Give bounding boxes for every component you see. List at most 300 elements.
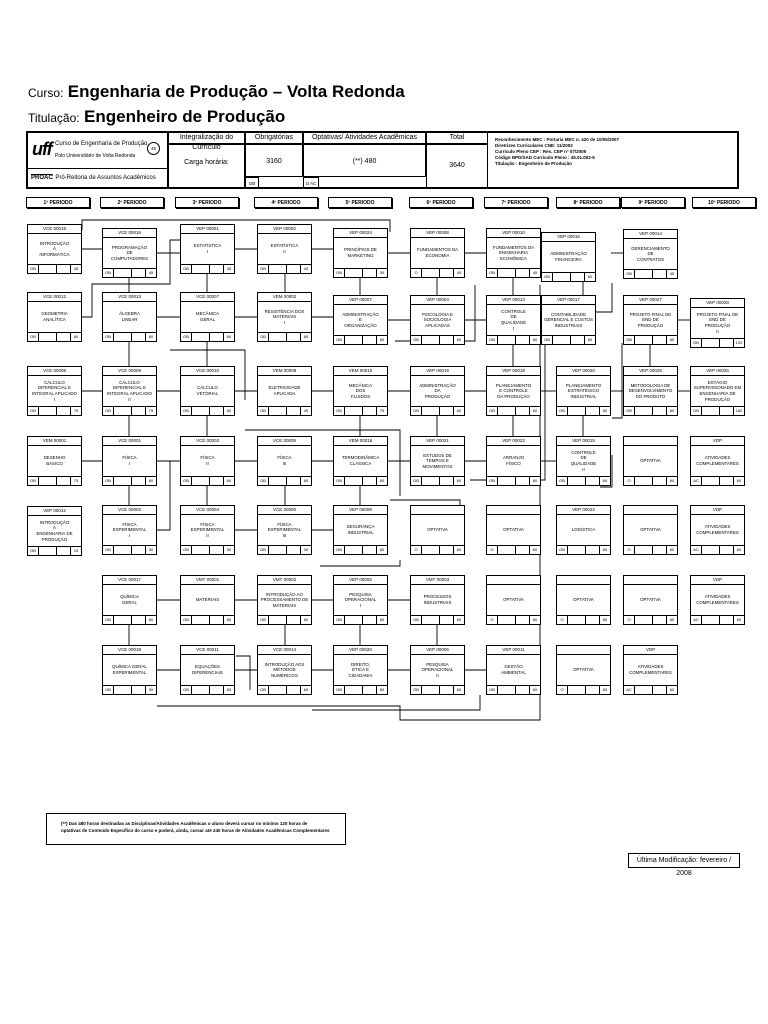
footer-divider <box>362 407 363 415</box>
course-name-line: CONTROLE <box>571 449 596 455</box>
course-name-line: E CONTROLE <box>499 388 528 394</box>
course-hours: 45 <box>453 269 464 277</box>
course-category: OB <box>557 477 568 485</box>
course-name <box>412 656 463 684</box>
course-hours: 30 <box>145 546 156 554</box>
course-footer <box>557 545 610 554</box>
course-hours: 60 <box>599 407 610 415</box>
course-hours: 60 <box>223 407 234 415</box>
course-code: VEM 00008 <box>258 367 311 376</box>
footer-divider <box>56 407 57 415</box>
course-name <box>29 447 80 475</box>
course-category: OB <box>103 269 114 277</box>
course-name-line: PRODUÇÃO <box>704 396 731 402</box>
course-footer <box>258 264 311 273</box>
course-code: VEM 00016 <box>334 437 387 446</box>
course-hours: 60 <box>599 686 610 694</box>
course-card <box>486 295 541 345</box>
course-category: O <box>624 546 635 554</box>
course-name-line: INTRODUÇÃO <box>39 240 70 246</box>
optativas-label: Optativas/ Atividades Acadêmicas <box>303 133 426 144</box>
footer-divider <box>131 686 132 694</box>
course-name-line: EQUAÇÕES <box>195 664 220 670</box>
course-footer <box>103 545 156 554</box>
course-name <box>543 243 594 271</box>
course-footer <box>624 685 677 694</box>
course-footer <box>624 269 677 278</box>
course-category: OB <box>411 477 422 485</box>
course-name <box>543 306 594 334</box>
course-name-line: OPTATIVA <box>503 597 524 603</box>
course-name <box>488 377 539 405</box>
footer-divider <box>719 407 720 415</box>
course-category: OB <box>411 616 422 624</box>
course-name-line: TEMPOS E <box>426 458 449 464</box>
course-footer <box>103 268 156 277</box>
course-name <box>625 240 676 268</box>
course-card <box>486 575 541 625</box>
course-code: VCE 00007 <box>181 293 234 302</box>
course-name-line: II <box>128 396 131 402</box>
footer-divider <box>286 265 287 273</box>
course-hours: 60 <box>666 336 677 344</box>
course-hours: 120 <box>733 339 744 347</box>
footer-divider <box>439 269 440 277</box>
footer-divider <box>585 616 586 624</box>
course-name-line: SUPERVISIONADO EM <box>693 385 742 391</box>
course-name-line: PRODUÇÃO <box>41 536 68 542</box>
course-card <box>486 505 541 555</box>
course-card <box>556 436 611 486</box>
course-code: VEP 00001 <box>181 225 234 234</box>
course-name-line: ATIVIDADES <box>704 594 731 600</box>
course-footer <box>691 338 744 347</box>
course-name-line: INTRODUÇÃO AOS <box>264 661 305 667</box>
course-hours: 60 <box>145 477 156 485</box>
course-code: VEP 00012 <box>28 507 81 516</box>
course-name-line: PRODUÇÃO <box>424 393 451 399</box>
course-name-line: INDUSTRIAL <box>347 530 374 535</box>
footer-divider <box>56 265 57 273</box>
course-name <box>182 235 233 263</box>
course-name-line: E <box>359 317 362 323</box>
course-footer <box>557 685 610 694</box>
footer-divider <box>56 477 57 485</box>
course-name <box>488 516 539 544</box>
course-category: OB <box>334 407 345 415</box>
course-footer <box>334 268 387 277</box>
course-name-line: ELETRICIDADE <box>268 385 301 391</box>
footer-divider <box>209 686 210 694</box>
course-hours: 60 <box>376 546 387 554</box>
course-name <box>182 586 233 614</box>
course-card <box>623 229 678 279</box>
course-code: VMT 00001 <box>181 576 234 585</box>
course-name-line: FUNDAMENTOS DA <box>416 247 459 253</box>
course-name <box>625 586 676 614</box>
footer-divider <box>209 477 210 485</box>
course-card <box>333 366 388 416</box>
ob-tag: OB <box>245 177 259 189</box>
course-name-line: PESQUISA <box>349 591 372 597</box>
footer-divider <box>585 477 586 485</box>
course-name-line: GERENCIAL E CUSTOS <box>544 317 593 323</box>
period-header: 9º PERIODO <box>621 197 685 208</box>
course-name-line: SOCIOLOGIA <box>423 317 452 323</box>
footer-divider <box>515 407 516 415</box>
course-category: OB <box>334 546 345 554</box>
course-name <box>29 303 80 331</box>
course-hours: 60 <box>453 686 464 694</box>
period-header: 7º PERIODO <box>484 197 548 208</box>
course-card <box>257 575 312 625</box>
course-name <box>692 309 743 337</box>
course-name-line: OPTATIVA <box>640 458 661 464</box>
prerequisite-line <box>312 695 480 710</box>
footer-divider <box>652 407 653 415</box>
course-code: VEP 00002 <box>258 225 311 234</box>
last-modified: Última Modificação: fevereiro / 2008 <box>628 853 740 868</box>
course-hours: 60 <box>223 616 234 624</box>
course-name-line: DIFERENCIAL E <box>37 385 71 391</box>
course-code <box>487 576 540 585</box>
course-category: OB <box>258 616 269 624</box>
course-code: VCE 00011 <box>181 646 234 655</box>
course-name-line: OPTATIVA <box>503 527 524 533</box>
course-footer <box>28 406 81 415</box>
course-hours: 60 <box>666 616 677 624</box>
prerequisite-line <box>612 343 622 418</box>
course-footer <box>624 335 677 344</box>
course-hours: 60 <box>145 333 156 341</box>
course-footer <box>181 264 234 273</box>
course-name-line: FLUIDOS <box>350 393 371 399</box>
course-name-line: DIREITO, <box>351 661 370 667</box>
course-name-line: ENGENHARIA <box>498 250 529 256</box>
course-category: O <box>624 616 635 624</box>
footer-divider <box>56 333 57 341</box>
period-header: 8º PERIODO <box>556 197 620 208</box>
course-hours: 60 <box>599 546 610 554</box>
course-category: OB <box>103 616 114 624</box>
course-card <box>180 436 235 486</box>
course-card <box>257 366 312 416</box>
course-code: VEP 00010 <box>487 229 540 238</box>
course-name-line: CONTABILIDADE <box>550 311 587 317</box>
course-name-line: BÁSICO <box>46 461 63 466</box>
course-name-line: II <box>206 532 209 538</box>
course-category: OB <box>487 686 498 694</box>
course-name-line: LINEAR <box>121 317 138 322</box>
footer-divider <box>652 546 653 554</box>
footer-divider <box>439 477 440 485</box>
course-code: VCE 00003 <box>181 437 234 446</box>
course-footer <box>334 476 387 485</box>
course-hours: 60 <box>666 546 677 554</box>
course-name <box>335 239 386 267</box>
footnote-line: optativas de Conteúdo Específico do curso e poderá, ainda, cursar até 240 horas de Atividades Acadêmicas Complementares <box>61 828 330 833</box>
course-code: VEM 00002 <box>258 293 311 302</box>
course-name-line: ATIVIDADES <box>704 524 731 530</box>
course-category: OB <box>28 547 39 555</box>
course-name-line: OPTATIVA <box>640 527 661 533</box>
course-name-line: INFORMÁTICA <box>39 251 70 257</box>
course-footer <box>411 545 464 554</box>
footer-divider <box>585 546 586 554</box>
course-card <box>556 505 611 555</box>
course-card <box>333 295 388 345</box>
course-name-line: OPTATIVA <box>573 597 594 603</box>
obrigatorias-label: Obrigatórias <box>245 133 303 144</box>
footer-divider <box>439 407 440 415</box>
course-category: AC <box>691 546 702 554</box>
course-hours: 60 <box>300 616 311 624</box>
course-card <box>27 224 82 274</box>
course-name <box>104 447 155 475</box>
course-card <box>556 575 611 625</box>
course-name-line: ADMINISTRAÇÃO <box>419 382 456 388</box>
course-name <box>182 303 233 331</box>
course-hours: 60 <box>733 546 744 554</box>
course-name-line: CONTROLE <box>501 308 526 314</box>
course-name-line: DIFERENCIAIS <box>192 670 223 675</box>
course-hours: 75 <box>70 407 81 415</box>
course-card <box>410 505 465 555</box>
course-hours: 60 <box>529 686 540 694</box>
course-card <box>690 575 745 625</box>
course-hours: 60 <box>376 616 387 624</box>
course-name-line: DO PRODUTO <box>635 393 666 399</box>
course-card <box>180 575 235 625</box>
course-category: O <box>557 616 568 624</box>
footer-divider <box>652 336 653 344</box>
course-code: VEP 00028 <box>691 299 744 308</box>
period-header: 3º PERIODO <box>175 197 239 208</box>
course-card <box>623 366 678 416</box>
course-footer <box>691 615 744 624</box>
course-name-line: PLANEJAMENTO <box>495 382 532 388</box>
footer-divider <box>286 333 287 341</box>
course-card <box>257 645 312 695</box>
course-name-line: DE <box>647 251 654 257</box>
course-card <box>27 436 82 486</box>
footer-divider <box>515 546 516 554</box>
course-card <box>623 436 678 486</box>
total-label: Total <box>426 133 488 144</box>
course-name-line: I <box>512 325 515 331</box>
course-hours: 60 <box>223 477 234 485</box>
course-name-line: VETORIAL <box>196 391 219 396</box>
course-label: Curso: <box>28 86 64 100</box>
course-hours: 60 <box>584 273 595 281</box>
course-category: OB <box>28 407 39 415</box>
course-name-line: MARKETING <box>347 253 374 258</box>
course-hours: 60 <box>529 546 540 554</box>
footer-divider <box>570 273 571 281</box>
total-value: 3640 <box>426 144 488 189</box>
course-name <box>625 377 676 405</box>
course-name <box>558 447 609 475</box>
course-code: VEP 00018 <box>487 367 540 376</box>
footer-divider <box>131 546 132 554</box>
footer-divider <box>209 546 210 554</box>
course-name-line: TERMODINÂMICA <box>341 455 380 461</box>
course-name-line: INTRODUÇÃO AO <box>266 591 303 597</box>
course-name <box>335 306 386 334</box>
course-name <box>488 239 539 267</box>
course-card <box>333 575 388 625</box>
course-footer <box>28 546 81 555</box>
period-header: 10º PERIODO <box>692 197 756 208</box>
footer-divider <box>286 686 287 694</box>
course-name-line: FÍSICO <box>506 461 521 466</box>
course-card <box>623 505 678 555</box>
course-code: VEP 00021 <box>411 437 464 446</box>
course-name-line: I <box>283 319 286 325</box>
course-hours: 60 <box>529 477 540 485</box>
course-category: OB <box>28 477 39 485</box>
course-name-line: EXPERIMENTAL <box>112 670 147 675</box>
course-card <box>486 436 541 486</box>
course-name <box>558 586 609 614</box>
course-category: OB <box>258 546 269 554</box>
course-category: O <box>557 686 568 694</box>
course-footer <box>542 335 595 344</box>
course-card <box>102 436 157 486</box>
footer-divider <box>131 407 132 415</box>
badge-icon: 45 <box>147 142 160 155</box>
course-name-line: II <box>716 328 719 334</box>
course-name-line: II <box>283 249 286 254</box>
course-card <box>410 575 465 625</box>
course-name-line: I <box>128 532 131 538</box>
course-name-line: CÁLCULO <box>44 379 65 385</box>
course-footer <box>334 685 387 694</box>
course-category: OB <box>103 686 114 694</box>
course-code: VCE 00012 <box>28 293 81 302</box>
course-name <box>29 235 80 263</box>
course-name-line: III <box>282 461 287 466</box>
course-code: VEP 00019 <box>411 367 464 376</box>
period-header: 4º PERIODO <box>254 197 318 208</box>
course-name-line: I <box>53 396 56 402</box>
course-name-line: PROGRAMAÇÃO <box>111 244 148 250</box>
course-category: OB <box>624 407 635 415</box>
proac-logo: PROAC <box>31 175 53 181</box>
footer-divider <box>56 547 57 555</box>
course-footer <box>28 264 81 273</box>
footer-divider <box>362 616 363 624</box>
footer-divider <box>652 686 653 694</box>
course-name-line: PSICOLOGIA E <box>422 311 453 317</box>
footer-divider <box>131 333 132 341</box>
footer-divider <box>286 477 287 485</box>
course-footer <box>103 476 156 485</box>
course-name-line: OPTATIVA <box>640 597 661 603</box>
footer-divider <box>209 616 210 624</box>
course-card <box>556 366 611 416</box>
course-card <box>27 366 82 416</box>
course-code: VEP 00015 <box>557 437 610 446</box>
course-card <box>102 645 157 695</box>
course-footer <box>181 406 234 415</box>
footer-divider <box>570 336 571 344</box>
course-footer <box>181 615 234 624</box>
course-category: O <box>487 546 498 554</box>
course-code: VCE 00001 <box>103 437 156 446</box>
footer-divider <box>515 269 516 277</box>
course-footer <box>411 268 464 277</box>
course-card <box>102 366 157 416</box>
course-name <box>412 377 463 405</box>
course-name <box>104 516 155 544</box>
course-footer <box>624 615 677 624</box>
course-name-line: ENGENHARIA DE <box>36 531 73 536</box>
institution-name: Curso de Engenharia de Produção <box>55 141 148 147</box>
course-name-line: OPTATIVA <box>573 667 594 673</box>
course-name-line: ATIVIDADES <box>637 664 664 670</box>
course-name-line: QUÍMICA <box>120 594 139 600</box>
course-name-line: À <box>53 525 56 531</box>
course-hours: 60 <box>300 333 311 341</box>
legal-line: Currículo Pleno CEP : Res. CEP n° 07/2005 <box>495 149 587 154</box>
footer-divider <box>439 686 440 694</box>
course-name-line: ADMINISTRAÇÃO <box>550 251 587 257</box>
course-name-line: II <box>206 461 209 466</box>
period-header: 1º PERIODO <box>26 197 90 208</box>
course-name-line: COMPUTADORES <box>110 255 149 261</box>
footer-divider <box>362 686 363 694</box>
course-name <box>625 656 676 684</box>
course-name-line: ESTRATÉGICO <box>567 388 600 394</box>
course-code: VEP 00022 <box>557 506 610 515</box>
course-footer <box>411 615 464 624</box>
course-category: OB <box>258 333 269 341</box>
course-card <box>541 232 596 282</box>
footer-divider <box>362 546 363 554</box>
course-name-line: ESTATÍSTICA <box>193 243 222 249</box>
course-name <box>625 516 676 544</box>
course-card <box>410 366 465 416</box>
course-code: VEP 00016 <box>542 233 595 242</box>
course-category: OB <box>258 477 269 485</box>
course-name <box>335 377 386 405</box>
course-name <box>182 377 233 405</box>
course-hours: 45 <box>666 270 677 278</box>
course-name-line: EXPERIMENTAL <box>112 527 147 533</box>
course-category: OB <box>557 407 568 415</box>
course-card <box>623 645 678 695</box>
course-category: AC <box>624 686 635 694</box>
course-code: VEP 00008 <box>411 229 464 238</box>
course-name-line: DE <box>510 314 517 320</box>
course-name-line: INDUSTRIAL <box>570 393 597 399</box>
course-code: VCE 00009 <box>103 367 156 376</box>
course-category: OB <box>691 339 702 347</box>
course-name-line: ANALÍTICA <box>43 317 66 322</box>
course-name-line: END DE <box>709 317 726 323</box>
course-code: VEP 00014 <box>624 230 677 239</box>
course-code: VCE 00018 <box>103 646 156 655</box>
course-code: VEP 00024 <box>334 229 387 238</box>
course-code: VEM 00010 <box>334 367 387 376</box>
course-name-line: OPTATIVA <box>427 527 448 533</box>
course-hours: 60 <box>733 477 744 485</box>
title-value: Engenheiro de Produção <box>84 107 286 126</box>
course-name <box>412 516 463 544</box>
course-category: OB <box>181 265 192 273</box>
course-name-line: ESTATÍSTICA <box>270 243 299 249</box>
